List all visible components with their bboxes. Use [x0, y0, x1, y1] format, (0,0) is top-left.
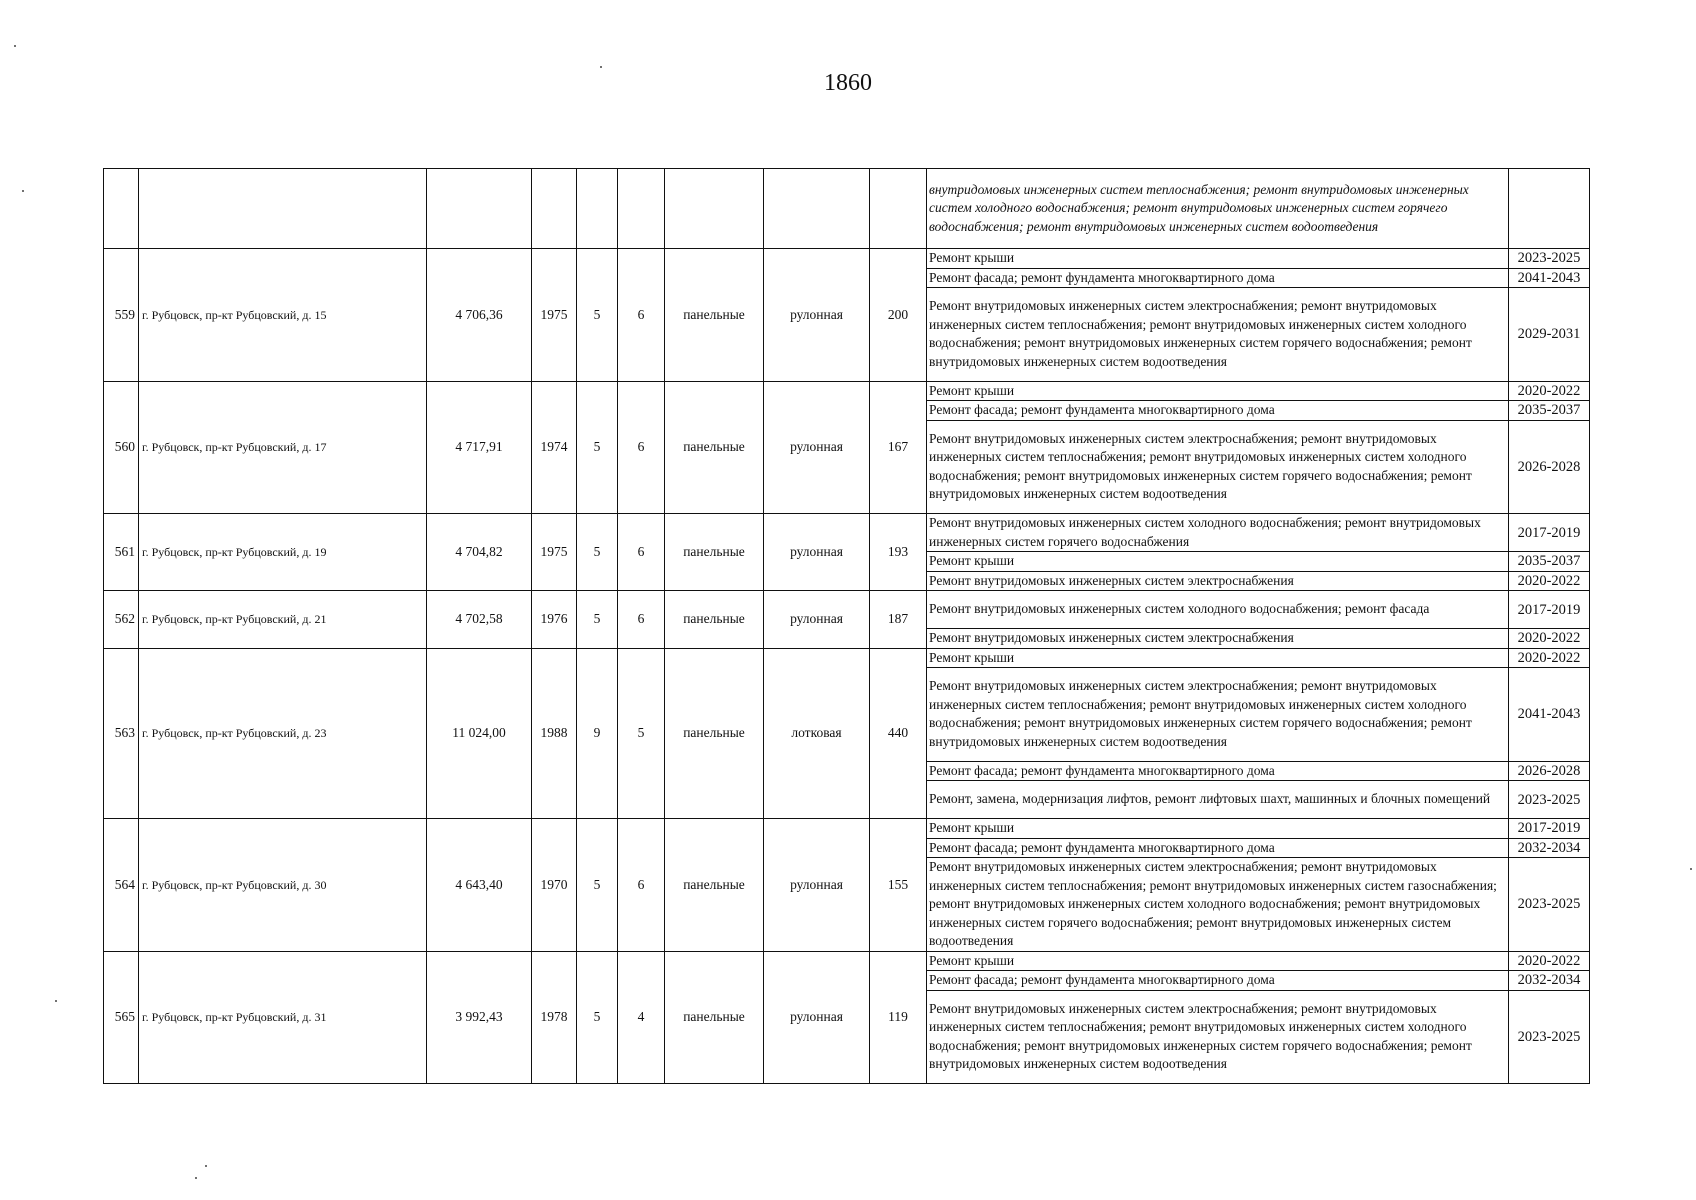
work-description: Ремонт внутридомовых инженерных систем электроснабжения; ремонт внутридомовых инженерных систем теплоснабжения; ремонт внутридомовых инженерных систем холодного водоснабжения; ремонт внутридомовых инженерных систем горячего водоснабжения; ремонт внутридомовых инженерных систем водоотведения [927, 668, 1509, 762]
area-cell: 4 706,36 [427, 249, 532, 382]
row-number: 559 [104, 249, 139, 382]
address-cell: г. Рубцовск, пр-кт Рубцовский, д. 31 [139, 951, 427, 1084]
cell-empty [665, 169, 764, 249]
year-cell: 1978 [532, 951, 577, 1084]
work-period: 2029-2031 [1509, 288, 1590, 382]
work-description: Ремонт внутридомовых инженерных систем электроснабжения [927, 571, 1509, 591]
residents-cell: 200 [870, 249, 927, 382]
year-cell: 1988 [532, 648, 577, 819]
cell-empty [104, 169, 139, 249]
work-description: Ремонт крыши [927, 951, 1509, 971]
floors-cell: 5 [577, 591, 618, 649]
roof-type-cell: рулонная [764, 591, 870, 649]
work-description: Ремонт крыши [927, 381, 1509, 401]
entrances-cell: 5 [618, 648, 665, 819]
cell-empty [618, 169, 665, 249]
scan-speck [1690, 868, 1692, 870]
work-period: 2032-2034 [1509, 971, 1590, 991]
cell-empty [764, 169, 870, 249]
work-description: Ремонт фасада; ремонт фундамента многоквартирного дома [927, 401, 1509, 421]
work-description: Ремонт внутридомовых инженерных систем электроснабжения; ремонт внутридомовых инженерных систем теплоснабжения; ремонт внутридомовых инженерных систем холодного водоснабжения; ремонт внутридомовых инженерных систем горячего водоснабжения; ремонт внутридомовых инженерных систем водоотведения [927, 288, 1509, 382]
work-description: внутридомовых инженерных систем теплоснабжения; ремонт внутридомовых инженерных систем холодного водоснабжения; ремонт внутридомовых инженерных систем горячего водоснабжения; ремонт внутридомовых инженерных систем водоотведения [927, 169, 1509, 249]
wall-material-cell: панельные [665, 514, 764, 591]
floors-cell: 5 [577, 819, 618, 952]
work-period: 2023-2025 [1509, 858, 1590, 952]
row-number: 560 [104, 381, 139, 514]
cell-empty [532, 169, 577, 249]
residents-cell: 193 [870, 514, 927, 591]
work-description: Ремонт внутридомовых инженерных систем холодного водоснабжения; ремонт внутридомовых инженерных систем горячего водоснабжения [927, 514, 1509, 552]
row-number: 564 [104, 819, 139, 952]
work-period: 2020-2022 [1509, 571, 1590, 591]
roof-type-cell: рулонная [764, 381, 870, 514]
work-description: Ремонт внутридомовых инженерных систем электроснабжения; ремонт внутридомовых инженерных систем теплоснабжения; ремонт внутридомовых инженерных систем холодного водоснабжения; ремонт внутридомовых инженерных систем горячего водоснабжения; ремонт внутридомовых инженерных систем водоотведения [927, 990, 1509, 1084]
work-description: Ремонт фасада; ремонт фундамента многоквартирного дома [927, 761, 1509, 781]
work-description: Ремонт крыши [927, 819, 1509, 839]
row-number: 563 [104, 648, 139, 819]
residents-cell: 155 [870, 819, 927, 952]
table-row [104, 951, 1590, 971]
table-body [104, 169, 1590, 1084]
entrances-cell: 6 [618, 381, 665, 514]
entrances-cell: 6 [618, 819, 665, 952]
scan-speck [22, 190, 24, 192]
table-row [104, 249, 1590, 269]
address-cell: г. Рубцовск, пр-кт Рубцовский, д. 21 [139, 591, 427, 649]
area-cell: 3 992,43 [427, 951, 532, 1084]
work-period: 2017-2019 [1509, 514, 1590, 552]
work-period: 2041-2043 [1509, 268, 1590, 288]
scan-speck [55, 1000, 57, 1002]
cell-empty [427, 169, 532, 249]
area-cell: 4 704,82 [427, 514, 532, 591]
entrances-cell: 6 [618, 249, 665, 382]
continuation-row [104, 169, 1590, 249]
work-description: Ремонт крыши [927, 249, 1509, 269]
work-description: Ремонт крыши [927, 552, 1509, 572]
work-period: 2020-2022 [1509, 648, 1590, 668]
wall-material-cell: панельные [665, 648, 764, 819]
row-number: 561 [104, 514, 139, 591]
area-cell: 4 702,58 [427, 591, 532, 649]
work-description: Ремонт фасада; ремонт фундамента многоквартирного дома [927, 838, 1509, 858]
floors-cell: 5 [577, 514, 618, 591]
work-period: 2041-2043 [1509, 668, 1590, 762]
roof-type-cell: рулонная [764, 819, 870, 952]
table-row [104, 591, 1590, 629]
residents-cell: 440 [870, 648, 927, 819]
roof-type-cell: рулонная [764, 514, 870, 591]
work-period: 2017-2019 [1509, 591, 1590, 629]
area-cell: 4 643,40 [427, 819, 532, 952]
work-period: 2020-2022 [1509, 951, 1590, 971]
year-cell: 1976 [532, 591, 577, 649]
area-cell: 4 717,91 [427, 381, 532, 514]
work-period: 2020-2022 [1509, 629, 1590, 649]
address-cell: г. Рубцовск, пр-кт Рубцовский, д. 15 [139, 249, 427, 382]
wall-material-cell: панельные [665, 819, 764, 952]
work-period: 2023-2025 [1509, 249, 1590, 269]
year-cell: 1975 [532, 249, 577, 382]
scan-speck [195, 1177, 197, 1179]
row-number: 565 [104, 951, 139, 1084]
table-row [104, 819, 1590, 839]
table-row [104, 648, 1590, 668]
residents-cell: 119 [870, 951, 927, 1084]
floors-cell: 5 [577, 381, 618, 514]
entrances-cell: 4 [618, 951, 665, 1084]
table-row [104, 514, 1590, 552]
wall-material-cell: панельные [665, 591, 764, 649]
floors-cell: 5 [577, 249, 618, 382]
address-cell: г. Рубцовск, пр-кт Рубцовский, д. 17 [139, 381, 427, 514]
roof-type-cell: рулонная [764, 951, 870, 1084]
wall-material-cell: панельные [665, 951, 764, 1084]
work-period: 2035-2037 [1509, 401, 1590, 421]
housing-repair-table [103, 168, 1590, 1084]
row-number: 562 [104, 591, 139, 649]
cell-empty [1509, 169, 1590, 249]
wall-material-cell: панельные [665, 381, 764, 514]
year-cell: 1974 [532, 381, 577, 514]
work-description: Ремонт внутридомовых инженерных систем электроснабжения; ремонт внутридомовых инженерных систем теплоснабжения; ремонт внутридомовых инженерных систем газоснабжения; ремонт внутридомовых инженерных систем холодного водоснабжения; ремонт внутридомовых инженерных систем горячего водоснабжения; ремонт внутридомовых инженерных систем водоотведения [927, 858, 1509, 952]
work-description: Ремонт внутридомовых инженерных систем холодного водоснабжения; ремонт фасада [927, 591, 1509, 629]
work-description: Ремонт внутридомовых инженерных систем электроснабжения; ремонт внутридомовых инженерных систем теплоснабжения; ремонт внутридомовых инженерных систем холодного водоснабжения; ремонт внутридомовых инженерных систем горячего водоснабжения; ремонт внутридомовых инженерных систем водоотведения [927, 420, 1509, 514]
residents-cell: 187 [870, 591, 927, 649]
work-period: 2023-2025 [1509, 781, 1590, 819]
floors-cell: 9 [577, 648, 618, 819]
year-cell: 1970 [532, 819, 577, 952]
cell-empty [577, 169, 618, 249]
entrances-cell: 6 [618, 514, 665, 591]
work-period: 2020-2022 [1509, 381, 1590, 401]
work-description: Ремонт фасада; ремонт фундамента многоквартирного дома [927, 268, 1509, 288]
wall-material-cell: панельные [665, 249, 764, 382]
roof-type-cell: лотковая [764, 648, 870, 819]
table-row [104, 381, 1590, 401]
scan-speck [14, 45, 16, 47]
year-cell: 1975 [532, 514, 577, 591]
cell-empty [870, 169, 927, 249]
residents-cell: 167 [870, 381, 927, 514]
floors-cell: 5 [577, 951, 618, 1084]
work-description: Ремонт крыши [927, 648, 1509, 668]
address-cell: г. Рубцовск, пр-кт Рубцовский, д. 23 [139, 648, 427, 819]
scan-speck [600, 66, 602, 68]
scan-speck [205, 1165, 207, 1167]
work-description: Ремонт фасада; ремонт фундамента многоквартирного дома [927, 971, 1509, 991]
work-period: 2023-2025 [1509, 990, 1590, 1084]
cell-empty [139, 169, 427, 249]
address-cell: г. Рубцовск, пр-кт Рубцовский, д. 30 [139, 819, 427, 952]
entrances-cell: 6 [618, 591, 665, 649]
work-period: 2032-2034 [1509, 838, 1590, 858]
area-cell: 11 024,00 [427, 648, 532, 819]
work-period: 2026-2028 [1509, 761, 1590, 781]
work-description: Ремонт, замена, модернизация лифтов, ремонт лифтовых шахт, машинных и блочных помещений [927, 781, 1509, 819]
roof-type-cell: рулонная [764, 249, 870, 382]
work-period: 2017-2019 [1509, 819, 1590, 839]
page-number: 1860 [824, 70, 872, 96]
address-cell: г. Рубцовск, пр-кт Рубцовский, д. 19 [139, 514, 427, 591]
work-period: 2035-2037 [1509, 552, 1590, 572]
work-period: 2026-2028 [1509, 420, 1590, 514]
work-description: Ремонт внутридомовых инженерных систем электроснабжения [927, 629, 1509, 649]
